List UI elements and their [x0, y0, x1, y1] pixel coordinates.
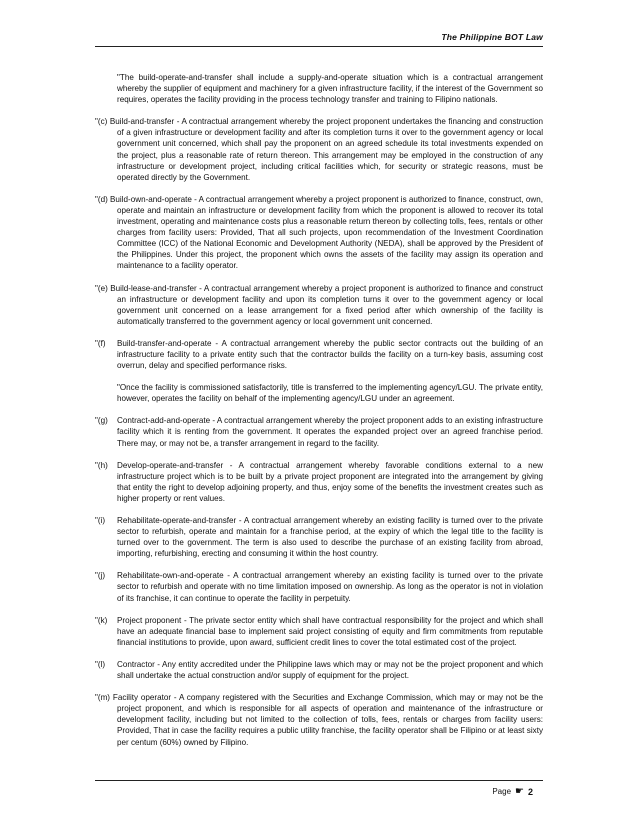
definition-text: Rehabilitate-operate-and-transfer - A contractual arrangement whereby an existing facility is turned over to the private sector to refurbish, operate and maintain for a franchise period, at the expiry of which the legal title to the facility is turned over to the government. The term is also used to describe the purchase of an existing facility from abroad, importing, refurbishing, erecting and consuming it within the host country. [117, 516, 543, 559]
definition-c [95, 116, 543, 183]
definition-text: Build-lease-and-transfer - A contractual arrangement whereby a project proponent is authorized to finance and construct an infrastructure or development facility and upon its completion turns it over to the government agency or local government unit concerned on a lease arrangement for a fixed period after which ownership of the facility is automatically transferred to the government agency or local government unit concerned. [110, 283, 543, 326]
definition-i [95, 515, 543, 559]
definition-label: "(k) [95, 615, 108, 625]
definition-label: "(f) [95, 338, 106, 348]
definition-m [95, 692, 543, 747]
definition-label: "(d) [95, 194, 108, 204]
definition-text: Build-own-and-operate - A contractual arrangement whereby a project proponent is authorized to finance, construct, own, operate and maintain an infrastructure or development facility from which the proponent is allowed to recover its total investment, operating and maintenance costs plus a reasonable return thereon by collecting tolls, fees, rentals or other charges from facility users: Provided, That all such projects, upon recommendation of the Investment Coordination Committee (ICC) of the National Economic and Development Authority (NEDA), shall be approved by the President of the Philippines. Under this project, the proponent which owns the assets of the facility may assign its operation and maintenance to a facility operator. [110, 194, 543, 271]
paragraph-f-continuation: "Once the facility is commissioned satisfactorily, title is transferred to the implementing agency/LGU. The private entity, however, operates the facility on behalf of the implementing agency/LGU under an agreement. [117, 383, 543, 404]
definition-label: "(e) [95, 283, 108, 293]
definition-text: Project proponent - The private sector entity which shall have contractual responsibility for the project and which shall have an adequate financial base to implement said project consisting of equity and firm commitments from reputable financial institutions to provide, upon award, sufficient credit lines to cover the total estimated cost of the project. [117, 615, 543, 647]
paragraph-b-continuation: "The build-operate-and-transfer shall include a supply-and-operate situation which is a contractual arrangement whereby the supplier of equipment and machinery for a given infrastructure facility, if the interest of the Government so requires, operates the facility providing in the process technology transfer and training to Filipino nationals. [117, 73, 543, 105]
definition-text: Develop-operate-and-transfer - A contractual arrangement whereby favorable conditions external to a new infrastructure project which is to be built by a private project proponent are integrated into the arrangement by giving that entity the right to develop adjoining property, and thus, enjoy some of the benefits the investment creates such as higher property or rent values. [117, 460, 543, 503]
definition-label: "(m) [95, 693, 111, 703]
definition-label: "(l) [95, 659, 106, 669]
definition-text: Build-transfer-and-operate - A contractual arrangement whereby the public sector contracts out the building of an infrastructure facility to a private entity such that the contractor builds the facility on a turn-key basis, assuming cost overrun, delay and specified performance risks. [117, 338, 543, 371]
running-header: The Philippine BOT Law [441, 32, 543, 42]
definition-e [95, 283, 543, 327]
definition-text: Contract-add-and-operate - A contractual arrangement whereby the project proponent adds to an existing infrastructure facility which it is renting from the government. It operates the expanded project over an agreed franchise period. There may, or may not be, a transfer arrangement in regard to the facility. [117, 416, 543, 448]
definition-j [95, 570, 543, 603]
definition-g [95, 415, 543, 448]
definition-d [95, 194, 543, 272]
definition-label: "(h) [95, 460, 108, 470]
definition-text: Facility operator - A company registered with the Securities and Exchange Commission, which may or may not be the project proponent, and which is responsible for all aspects of operation and maintenance of the infrastructure or development facility, including but not limited to the collection of tolls, fees, rentals or charges from facility users: Provided, That in case the facility requires a public utility franchise, the facility operator shall be Filipino or at least sixty per centum (60%) owned by Filipino. [112, 693, 543, 747]
definition-label: "(c) [95, 117, 108, 127]
definition-text: Contractor - Any entity accredited under the Philippine laws which may or may not be the project proponent and which shall undertake the actual construction and/or supply of equipment for the project. [117, 659, 543, 681]
document-body [95, 72, 543, 759]
footer-rule [95, 780, 543, 781]
definition-label: "(j) [95, 571, 106, 581]
definition-h [95, 460, 543, 504]
definition-text: Rehabilitate-own-and-operate - A contractual arrangement whereby an existing facility is turned over to the private sector to refurbish and operate with no time limitation imposed on ownership. As long as the operator is not in violation of its franchise, it can continue to operate the facility in perpetuity. [117, 571, 543, 603]
page-footer [492, 786, 533, 797]
definition-text: Build-and-transfer - A contractual arrangement whereby the project proponent undertakes the financing and construction of a given infrastructure or development facility and after its completion turns it over to the government agency or local government unit concerned, which shall pay the proponent on an agreed schedule its total investments expended on the project, plus a reasonable rate of return thereon. This arrangement may be employed in the construction of any infrastructure or development project, including critical facilities which, for security or strategic reasons, must be operated directly by the Government. [109, 117, 544, 182]
definition-label: "(g) [95, 416, 108, 426]
definition-k [95, 615, 543, 648]
header-rule [95, 46, 543, 47]
pointing-hand-icon: ☛ [515, 786, 524, 797]
page-number: 2 [527, 786, 533, 797]
definition-label: "(i) [95, 516, 106, 525]
definition-f [95, 338, 543, 371]
page-label: Page [492, 787, 512, 796]
definition-l [95, 659, 543, 681]
